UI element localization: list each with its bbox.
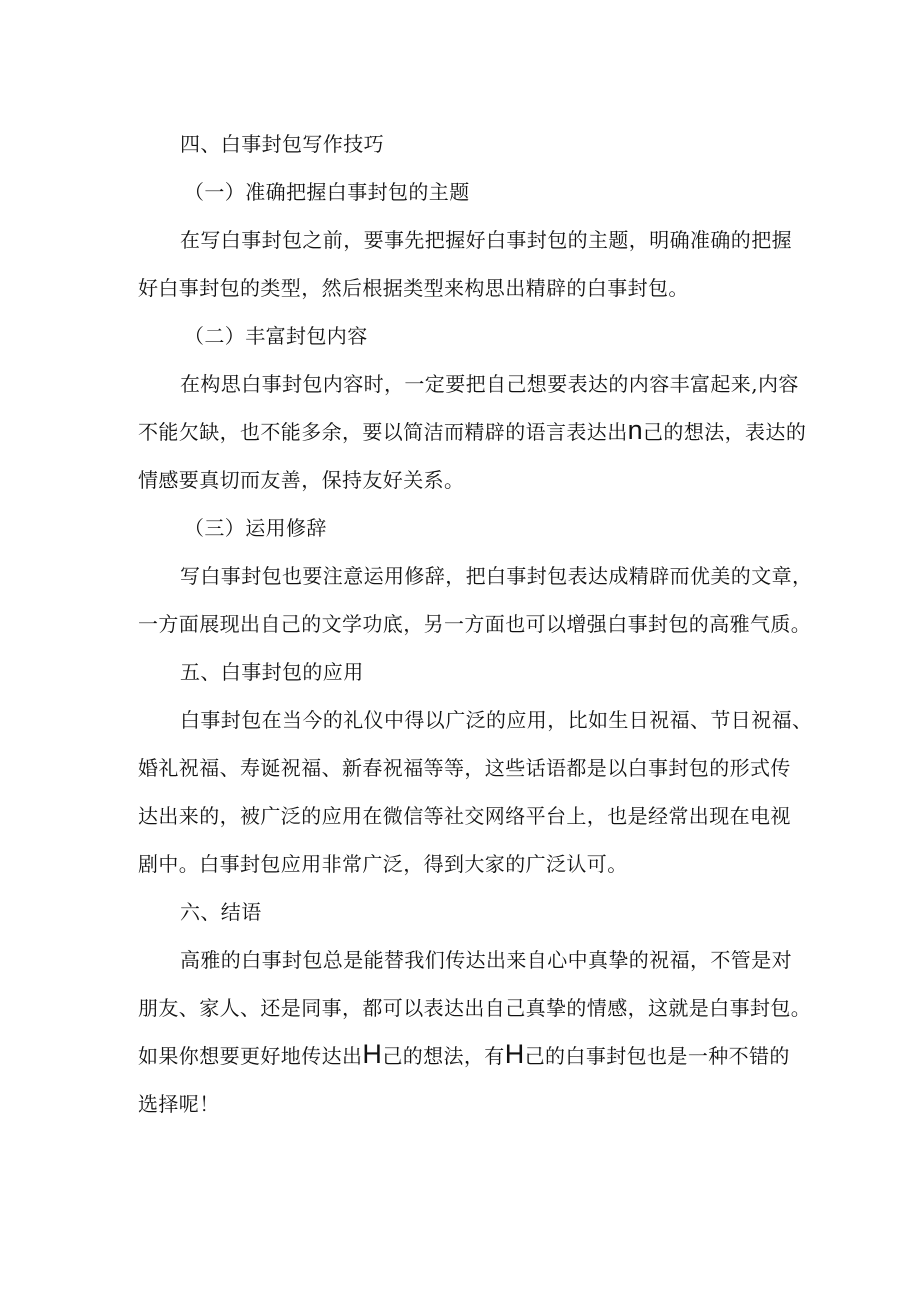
paragraph-line	[138, 1039, 790, 1069]
stray-glyph: H	[362, 1039, 383, 1069]
paragraph-line: 达出来的，被广泛的应用在微信等社交网络平台上，也是经常出现在电视	[138, 804, 791, 828]
paragraph-line: 高雅的白事封包总是能替我们传达出来自心中真挚的祝福，不管是对	[180, 948, 792, 972]
section-heading-6: 六、结语	[180, 900, 262, 924]
subheading-4-2: （二）丰富封包内容	[184, 324, 368, 348]
paragraph-line: 白事封包在当今的礼仪中得以广泛的应用，比如生日祝福、节日祝福、	[180, 708, 813, 732]
paragraph-line: 好白事封包的类型，然后根据类型来构思出精辟的白事封包。	[138, 276, 689, 300]
paragraph-line: 在写白事封包之前，要事先把握好白事封包的主题，明确准确的把握	[180, 228, 792, 252]
text-run: 不能欠缺，也不能多余，要以简洁而精辟的语言表达出	[138, 420, 628, 444]
subheading-4-3: （三）运用修辞	[184, 516, 327, 540]
text-run: 己的想法，表达的	[643, 420, 807, 444]
paragraph-line: 婚礼祝福、寿诞祝福、新春祝福等等，这些话语都是以白事封包的形式传	[138, 756, 791, 780]
stray-glyph: n	[627, 415, 644, 445]
text-run: 如果你想要更好地传达出	[138, 1044, 363, 1068]
subheading-4-1: （一）准确把握白事封包的主题	[184, 180, 470, 204]
paragraph-line: 朋友、家人、还是同事，都可以表达出自己真挚的情感，这就是白事封包。	[138, 996, 812, 1020]
paragraph-line: 在构思白事封包内容时，一定要把自己想要表达的内容丰富起来,内容	[180, 372, 799, 396]
paragraph-line: 写白事封包也要注意运用修辞，把白事封包表达成精辟而优美的文章，	[180, 564, 813, 588]
paragraph-line: 情感要真切而友善，保持友好关系。	[138, 468, 465, 492]
paragraph-line: 一方面展现出自己的文学功底，另一方面也可以增强白事封包的高雅气质。	[138, 612, 812, 636]
paragraph-line: 选择呢！	[138, 1092, 220, 1116]
stray-glyph: H	[504, 1039, 525, 1069]
paragraph-line	[138, 415, 807, 445]
section-heading-5: 五、白事封包的应用	[180, 660, 364, 684]
text-run: 己的想法，有	[382, 1044, 505, 1068]
text-run: 己的白事封包也是一种不错的	[524, 1044, 790, 1068]
paragraph-line: 剧中。白事封包应用非常广泛，得到大家的广泛认可。	[138, 852, 628, 876]
section-heading-4: 四、白事封包写作技巧	[180, 132, 384, 156]
